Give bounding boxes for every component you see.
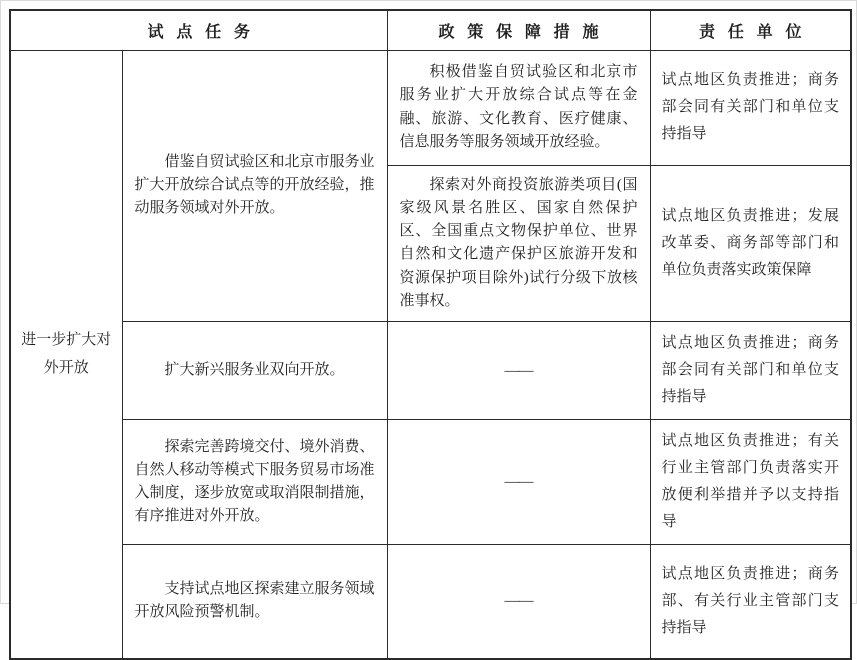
measure-cell-2-empty — [387, 322, 650, 420]
header-responsible-units-label: 责任单位 — [699, 23, 815, 41]
task-cell-4 — [122, 545, 387, 659]
unit-text-1b: 试点地区负责推进；发展改革委、商务部等部门和单位负责落实政策保障 — [661, 207, 839, 278]
unit-text-4: 试点地区负责推进；商务部、有关行业主管部门支持指导 — [661, 565, 839, 636]
measure-cell-4-empty — [387, 545, 650, 659]
measure-cell-3-empty — [387, 420, 650, 545]
em-dash-placeholder: —— — [504, 474, 533, 490]
em-dash-placeholder: —— — [504, 362, 533, 379]
category-cell: 进一步扩大对外开放 — [10, 50, 122, 659]
task-text-2: 扩大新兴服务业双向开放。 — [164, 361, 345, 378]
unit-cell-3 — [650, 420, 851, 545]
table-row — [10, 50, 851, 165]
unit-cell-4 — [650, 545, 851, 659]
task-cell-2 — [122, 322, 387, 420]
unit-text-3: 试点地区负责推进；有关行业主管部门负责落实开放便利举措并予以支持指导 — [661, 433, 839, 530]
table-header-row — [10, 10, 851, 50]
header-policy-measures-label: 政策保障措施 — [438, 23, 612, 41]
unit-cell-1b — [650, 165, 851, 322]
measure-cell-1b — [387, 165, 650, 322]
task-cell-1 — [122, 50, 387, 322]
task-text-3: 探索完善跨境交付、境外消费、自然人移动等模式下服务贸易市场准入制度，逐步放宽或取消限制措施，有序推进对外开放。 — [134, 438, 375, 525]
table-row — [10, 545, 851, 659]
header-responsible-units — [650, 10, 851, 50]
header-pilot-tasks-label: 试点任务 — [147, 23, 263, 41]
em-dash-placeholder: —— — [504, 593, 533, 610]
task-cell-3 — [122, 420, 387, 545]
unit-cell-2 — [650, 322, 851, 420]
measure-text-1b: 探索对外商投资旅游类项目(国家级风景名胜区、国家自然保护区、全国重点文物保护单位、世界自然和文化遗产保护区旅游开发和资源保护项目除外)试行分级下放核准事权。 — [399, 176, 638, 309]
policy-table — [9, 9, 852, 660]
task-text-4: 支持试点地区探索建立服务领域开放风险预警机制。 — [134, 581, 375, 621]
table-row — [10, 322, 851, 420]
unit-text-1a: 试点地区负责推进；商务部会同有关部门和单位支持指导 — [661, 72, 839, 142]
measure-text-1a: 积极借鉴自贸试验区和北京市服务业扩大开放综合试点等在金融、旅游、文化教育、医疗健康、信息服务等服务领域开放经验。 — [399, 64, 638, 150]
measure-cell-1a — [387, 50, 650, 165]
header-pilot-tasks — [10, 10, 387, 50]
header-policy-measures — [387, 10, 650, 50]
task-text-1: 借鉴自贸试验区和北京市服务业扩大开放综合试点等的开放经验，推动服务领域对外开放。 — [134, 153, 375, 217]
unit-text-2: 试点地区负责推进；商务部会同有关部门和单位支持指导 — [661, 335, 839, 405]
unit-cell-1a — [650, 50, 851, 165]
table-row — [10, 420, 851, 545]
